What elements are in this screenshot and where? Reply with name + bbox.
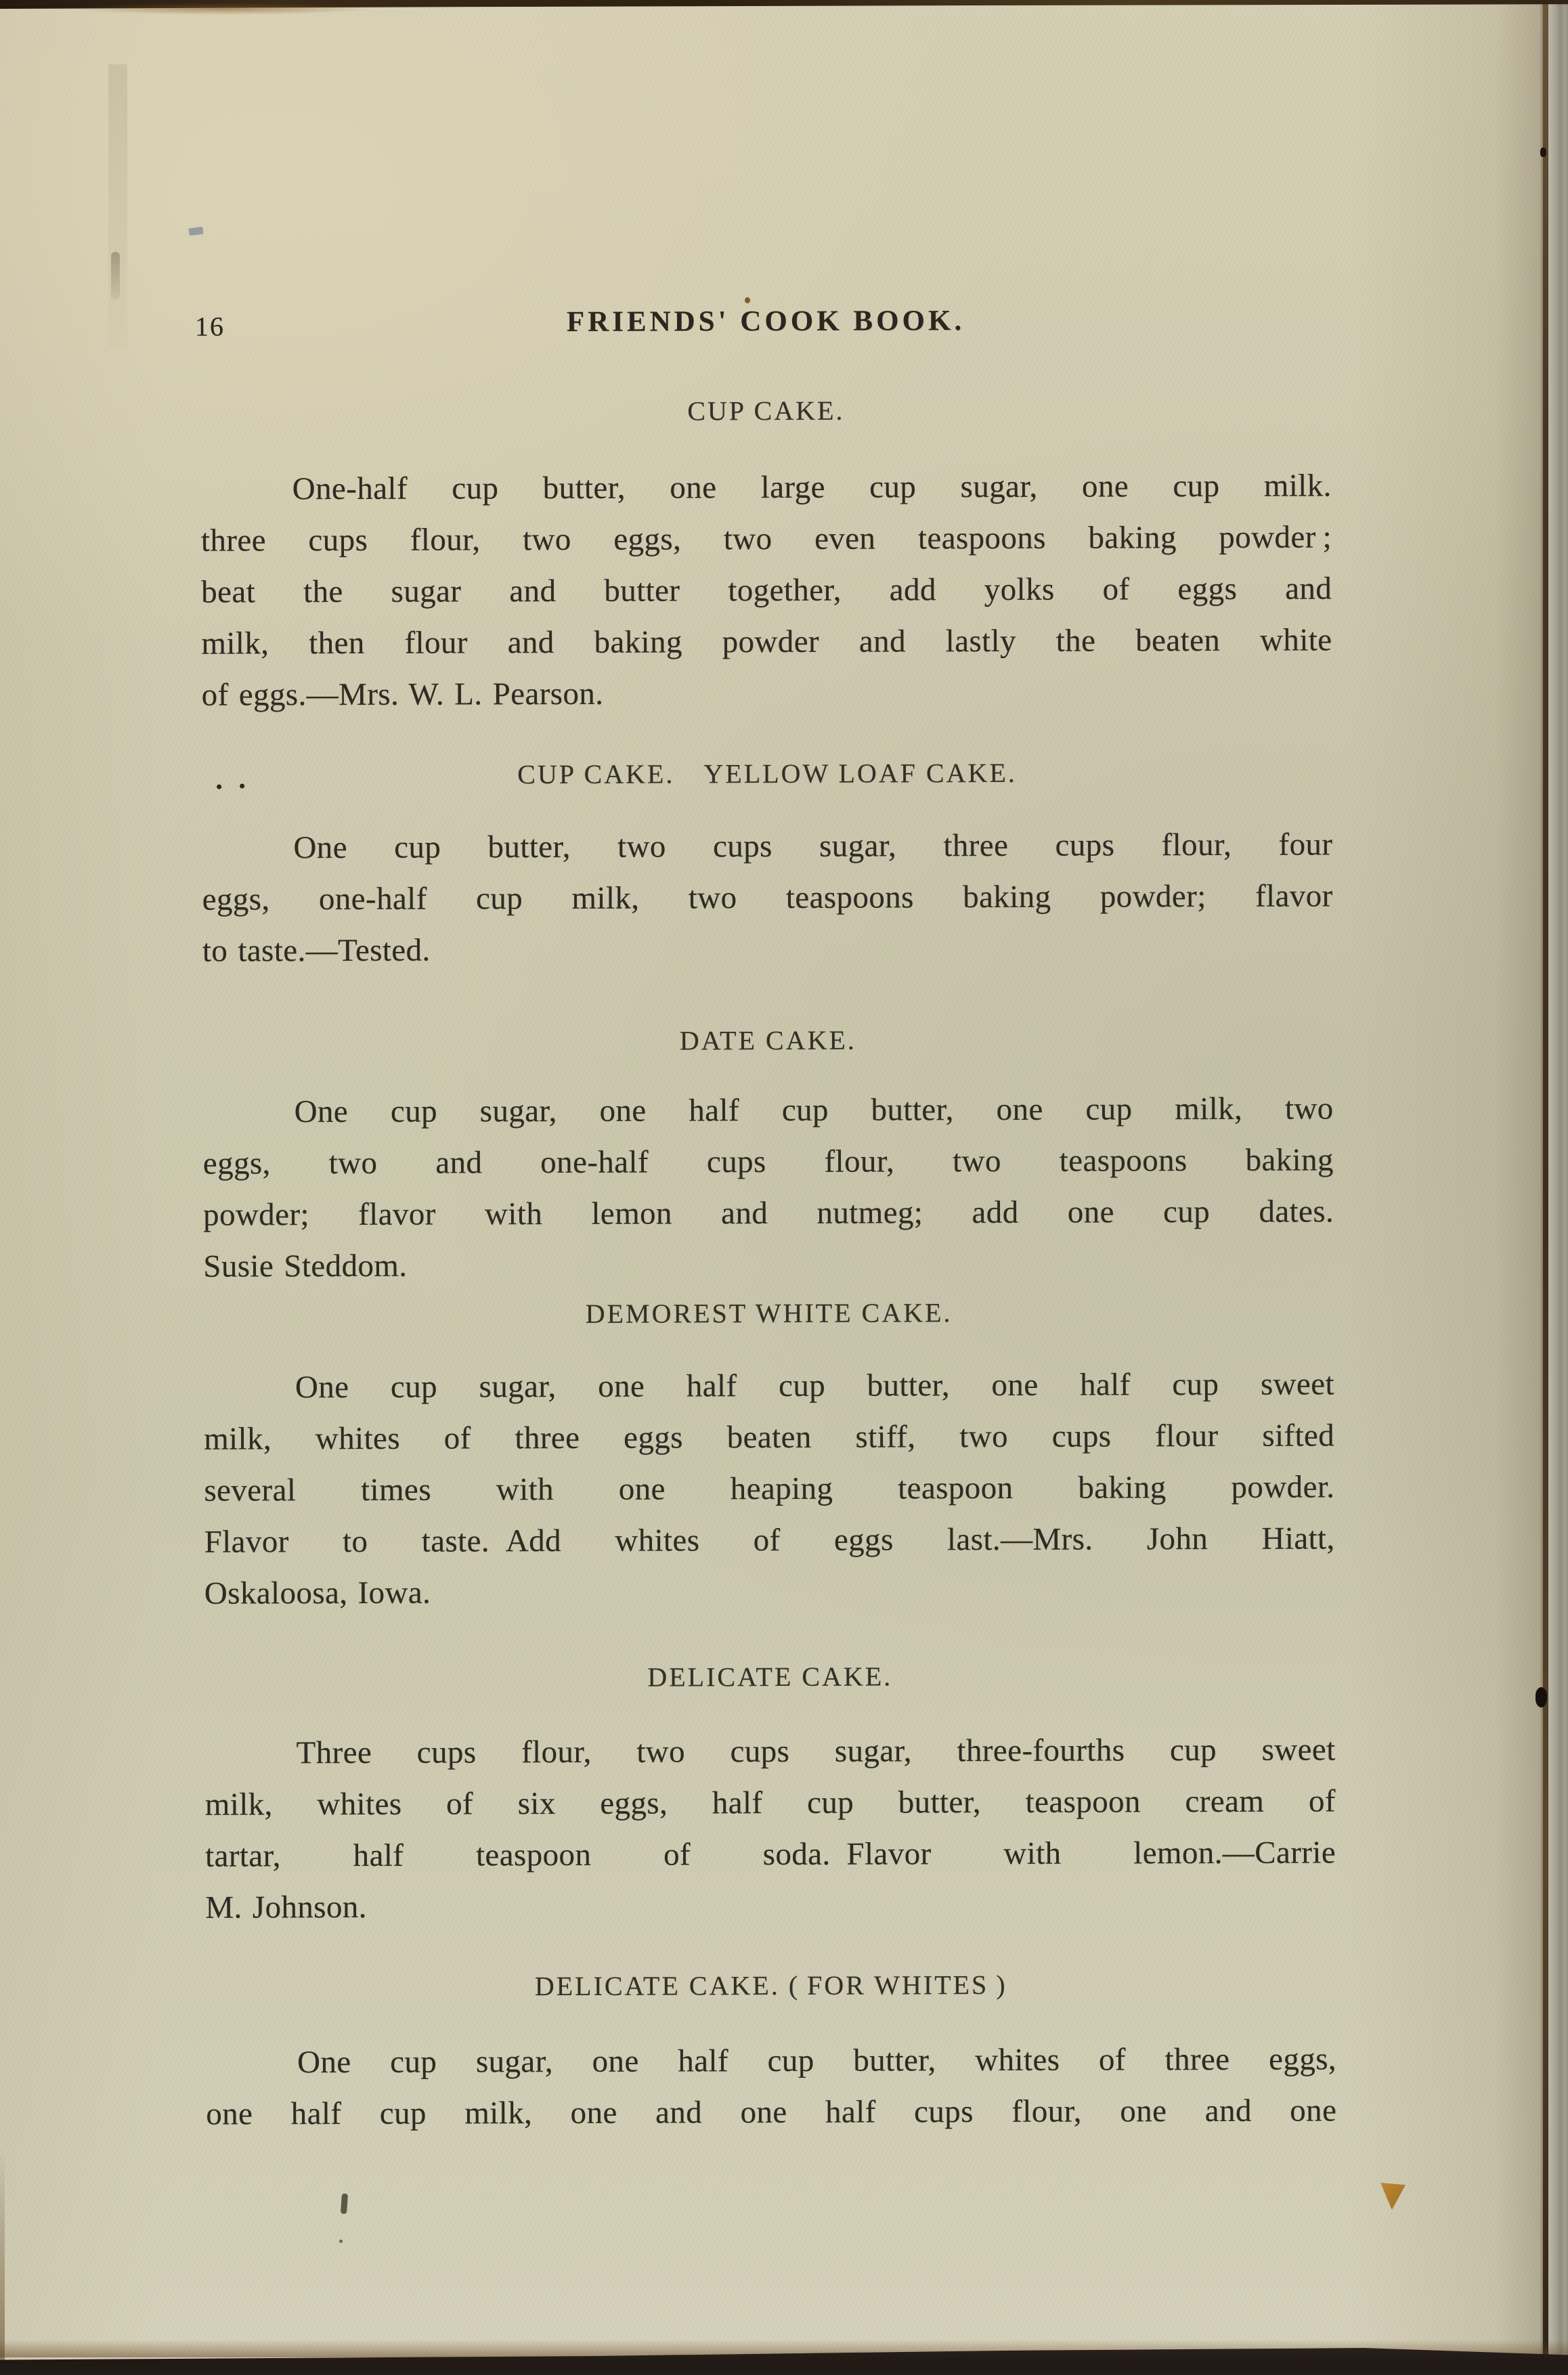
recipe-text-line: three cups flour, two eggs, two even teaspoons baking powder ; [200, 519, 1332, 559]
recipe-text-line: milk, whites of six eggs, half cup butter, teaspoon cream of [204, 1783, 1336, 1823]
recipe-text-line: Flavor to taste. Add whites of eggs last.—Mrs. John Hiatt, [204, 1521, 1335, 1560]
recipe-text-line: milk, then flour and baking powder and lastly the beaten white [201, 622, 1332, 661]
recipe-title-delicate-cake-for-whites: DELICATE CAKE. ( FOR WHITES ) [534, 1969, 1007, 2002]
recipe-body-demorest-white-cake [204, 1358, 1335, 1619]
recipe-title-date-cake: DATE CAKE. [679, 1024, 856, 1056]
recipe-text-line: Susie Steddom. [203, 1248, 408, 1284]
recipe-text-line: One cup sugar, one half cup butter, one half cup sweet [295, 1366, 1334, 1406]
recipe-title-yellow-loaf-cake: CUP CAKE. YELLOW LOAF CAKE. [517, 757, 1017, 790]
recipe-text-line: powder; flavor with lemon and nutmeg; add one cup dates. [203, 1194, 1334, 1233]
recipe-body-cup-cake [201, 460, 1332, 720]
recipe-text-line: tartar, half teaspoon of soda. Flavor with lemon.—Carrie [205, 1835, 1336, 1874]
running-header: FRIENDS' COOK BOOK. [566, 305, 965, 339]
recipe-body-delicate-cake [205, 1724, 1336, 1933]
recipe-text-line: M. Johnson. [205, 1889, 367, 1925]
recipe-text-line: Oskaloosa, Iowa. [204, 1575, 431, 1611]
adjacent-page-edge [1548, 0, 1568, 2375]
recipe-text-line: eggs, one-half cup milk, two teaspoons baking powder; flavor [202, 878, 1333, 917]
recipe-text-line: One-half cup butter, one large cup sugar, one cup milk. [292, 468, 1332, 507]
edge-notch [1536, 1687, 1547, 1707]
recipe-text-line: several times with one heaping teaspoon baking powder. [204, 1469, 1335, 1508]
recipe-title-demorest-white-cake: DEMOREST WHITE CAKE. [585, 1297, 953, 1329]
page-number: 16 [194, 311, 225, 342]
recipe-text-line: of eggs.—Mrs. W. L. Pearson. [201, 676, 604, 713]
recipe-text-line: milk, whites of three eggs beaten stiff, two cups flour sifted [204, 1418, 1335, 1457]
edge-speck [1540, 148, 1546, 157]
recipe-text-line: one half cup milk, one and one half cups flour, one and one [206, 2093, 1337, 2132]
left-page-edge-shadow [0, 2146, 5, 2370]
ink-speck [339, 2240, 343, 2243]
recipe-title-delicate-cake: DELICATE CAKE. [647, 1661, 893, 1693]
recipe-body-yellow-loaf-cake [202, 819, 1333, 976]
recipe-text-line: eggs, two and one-half cups flour, two teaspoons baking [202, 1142, 1334, 1181]
recipe-text-line: beat the sugar and butter together, add yolks of eggs and [201, 571, 1332, 610]
recipe-text-line: One cup butter, two cups sugar, three cups flour, four [293, 827, 1333, 866]
page-edge-line [1543, 0, 1548, 2375]
recipe-title-cup-cake: CUP CAKE. [687, 395, 845, 427]
recipe-text-line: Three cups flour, two cups sugar, three-fourths cup sweet [296, 1732, 1336, 1771]
recipe-body-date-cake [203, 1083, 1334, 1292]
recipe-text-line: One cup sugar, one half cup butter, one cup milk, two [294, 1091, 1334, 1130]
page-curl-shadow [1496, 0, 1543, 2375]
top-edge-rust [74, 3, 372, 15]
recipe-text-line: to taste.—Tested. [202, 932, 431, 969]
recipe-body-delicate-cake-for-whites [206, 2033, 1336, 2139]
recipe-text-line: One cup sugar, one half cup butter, whites of three eggs, [297, 2041, 1337, 2080]
